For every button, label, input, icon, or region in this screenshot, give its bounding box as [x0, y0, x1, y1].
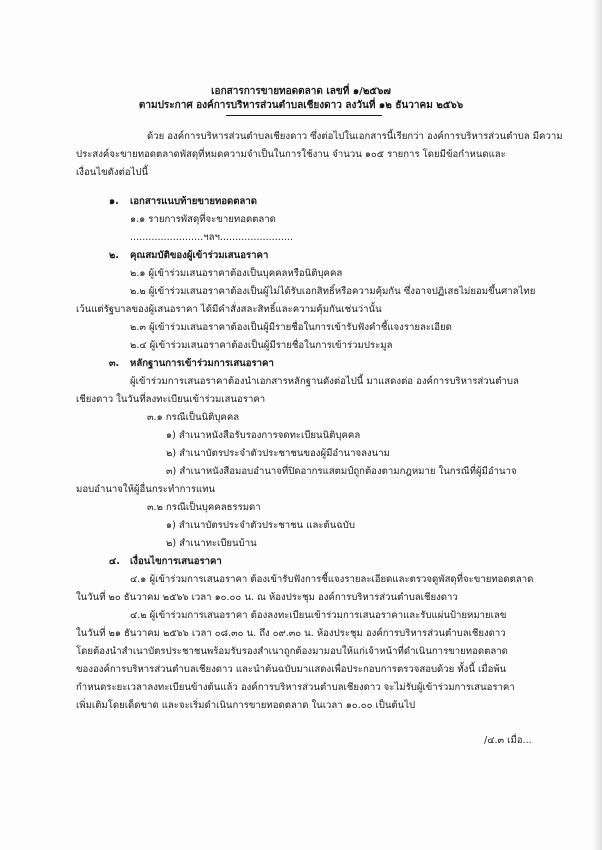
section-3-sub-a: ๓.๑ กรณีเป็นนิติบุคคล — [147, 412, 240, 423]
section-4-item-2f: เพิ่มเติมโดยเด็ดขาด และจะเริ่มดำเนินการขายทอดตลาด ในเวลา ๑๐.๐๐ เป็นต้นไป — [76, 700, 416, 711]
section-2-item-1: ๒.๑ ผู้เข้าร่วมเสนอราคาต้องเป็นบุคคลหรือนิติบุคคล — [130, 268, 343, 279]
section-4-item-2e: กำหนดระยะเวลาลงทะเบียนข้างต้นแล้ว องค์การบริหารส่วนตำบลเชียงดาว จะไม่รับผู้เข้าร่วมการเสนอราคา — [76, 682, 515, 693]
section-1-number: ๑. — [109, 196, 119, 207]
page-continuation: /๔.๓ เมื่อ... — [484, 735, 532, 746]
section-4-item-2b: ในวันที่ ๒๑ ธันวาคม ๒๕๖๖ เวลา ๐๘.๓๐ น. ถึง ๐๙.๓๐ น. ห้องประชุม องค์การบริหารส่วนตำบลเชียงดาว — [76, 628, 506, 639]
section-2-item-2a: ๒.๒ ผู้เข้าร่วมเสนอราคาต้องเป็นผู้ไม่ได้รับเอกสิทธิ์หรือความคุ้มกัน ซึ่งอาจปฏิเสธไม่ยอมขึ้นศาลไทย — [130, 286, 536, 297]
intro-line-3: เงื่อนไขดังต่อไปนี้ — [76, 167, 149, 178]
section-2-item-4: ๒.๔ ผู้เข้าร่วมเสนอราคาต้องเป็นผู้มีรายชื่อในการเข้าร่วมประมูล — [130, 340, 393, 351]
doc-title-line1: เอกสารการขายทอดตลาด เลขที่ ๑/๒๕๖๗ — [211, 86, 391, 97]
section-3-sub-a-2: ๒) สำเนาบัตรประจำตัวประชาชนของผู้มีอำนาจลงนาม — [166, 448, 390, 459]
intro-line-2: ประสงค์จะขายทอดตลาดพัสดุที่หมดความจำเป็นในการใช้งาน จำนวน ๑๐๕ รายการ โดยมีข้อกำหนดและ — [76, 149, 506, 160]
section-1-item-1: ๑.๑ รายการพัสดุที่จะขายทอดตลาด — [130, 214, 276, 225]
title-underline — [226, 115, 382, 116]
section-2-item-2b: เว้นแต่รัฐบาลของผู้เสนอราคา ได้มีคำสั่งสละสิทธิ์และความคุ้มกันเช่นว่านั้น — [76, 304, 382, 315]
section-4-number: ๔. — [109, 556, 120, 567]
section-4-item-2d: ขององค์การบริหารส่วนตำบลเชียงดาว และนำต้นฉบับมาแสดงเพื่อประกอบการตรวจสอบด้วย ทั้งนี้ เมื่อพ้น — [76, 664, 507, 675]
section-2-number: ๒. — [109, 250, 119, 261]
doc-title-line2: ตามประกาศ องค์การบริหารส่วนตำบลเชียงดาว ลงวันที่ ๑๒ ธันวาคม ๒๕๖๖ — [138, 100, 464, 111]
section-3-sub-a-3a: ๓) สำเนาหนังสือมอบอำนาจที่ปิดอากรแสตมป์ถูกต้องตามกฎหมาย ในกรณีที่ผู้มีอำนาจ — [166, 466, 517, 477]
section-2-title: คุณสมบัติของผู้เข้าร่วมเสนอราคา — [130, 250, 269, 261]
section-3-number: ๓. — [109, 358, 120, 369]
section-4-item-2c: โดยต้องนำสำเนาบัตรประชาชนพร้อมรับรองสำเนาถูกต้องมามอบให้แก่เจ้าหน้าที่ดำเนินการขายทอดตลาด — [76, 646, 508, 657]
section-3-sub-a-3b: มอบอำนาจให้ผู้อื่นกระทำการแทน — [76, 484, 216, 495]
intro-line-1: ด้วย องค์การบริหารส่วนตำบลเชียงดาว ซึ่งต่อไปในเอกสารนี้เรียกว่า องค์การบริหารส่วนตำบล มีความ — [147, 131, 563, 142]
section-3-sub-b-2: ๒) สำเนาทะเบียนบ้าน — [166, 538, 257, 549]
section-4-item-1a: ๔.๑ ผู้เข้าร่วมการเสนอราคา ต้องเข้ารับฟังการชี้แจงรายละเอียดและตรวจดูพัสดุที่จะขายทอดตลาด — [130, 574, 534, 585]
section-1-title: เอกสารแนบท้ายขายทอดตลาด — [130, 196, 258, 207]
section-3-title: หลักฐานการเข้าร่วมการเสนอราคา — [130, 358, 274, 369]
section-4-item-2a: ๔.๒ ผู้เข้าร่วมการเสนอราคา ต้องลงทะเบียนเข้าร่วมการเสนอราคาและรับแผ่นป้ายหมายเลข — [130, 610, 507, 621]
section-4-item-1b: ในวันที่ ๒๐ ธันวาคม ๒๕๖๖ เวลา ๑๐.๐๐ น. ณ ห้องประชุม องค์การบริหารส่วนตำบลเชียงดาว — [76, 592, 458, 603]
section-4-title: เงื่อนไขการเสนอราคา — [130, 556, 222, 567]
section-3-sub-b: ๓.๒ กรณีเป็นบุคคลธรรมดา — [147, 502, 261, 513]
section-3-para-2: เชียงดาว ในวันที่ลงทะเบียนเข้าร่วมเสนอราคา — [76, 394, 266, 405]
section-3-sub-a-1: ๑) สำเนาหนังสือรับรองการจดทะเบียนนิติบุคคล — [166, 430, 361, 441]
section-3-para-1: ผู้เข้าร่วมการเสนอราคาต้องนำเอกสารหลักฐานดังต่อไปนี้ มาแสดงต่อ องค์การบริหารส่วนตำบล — [130, 376, 519, 387]
section-2-item-3: ๒.๓ ผู้เข้าร่วมเสนอราคาต้องเป็นผู้มีรายชื่อในการเข้ารับฟังคำชี้แจงรายละเอียด — [130, 322, 452, 333]
section-1-item-2: ........................ฯลฯ........................ — [130, 232, 294, 243]
section-3-sub-b-1: ๑) สำเนาบัตรประจำตัวประชาชน และต้นฉบับ — [166, 520, 355, 531]
